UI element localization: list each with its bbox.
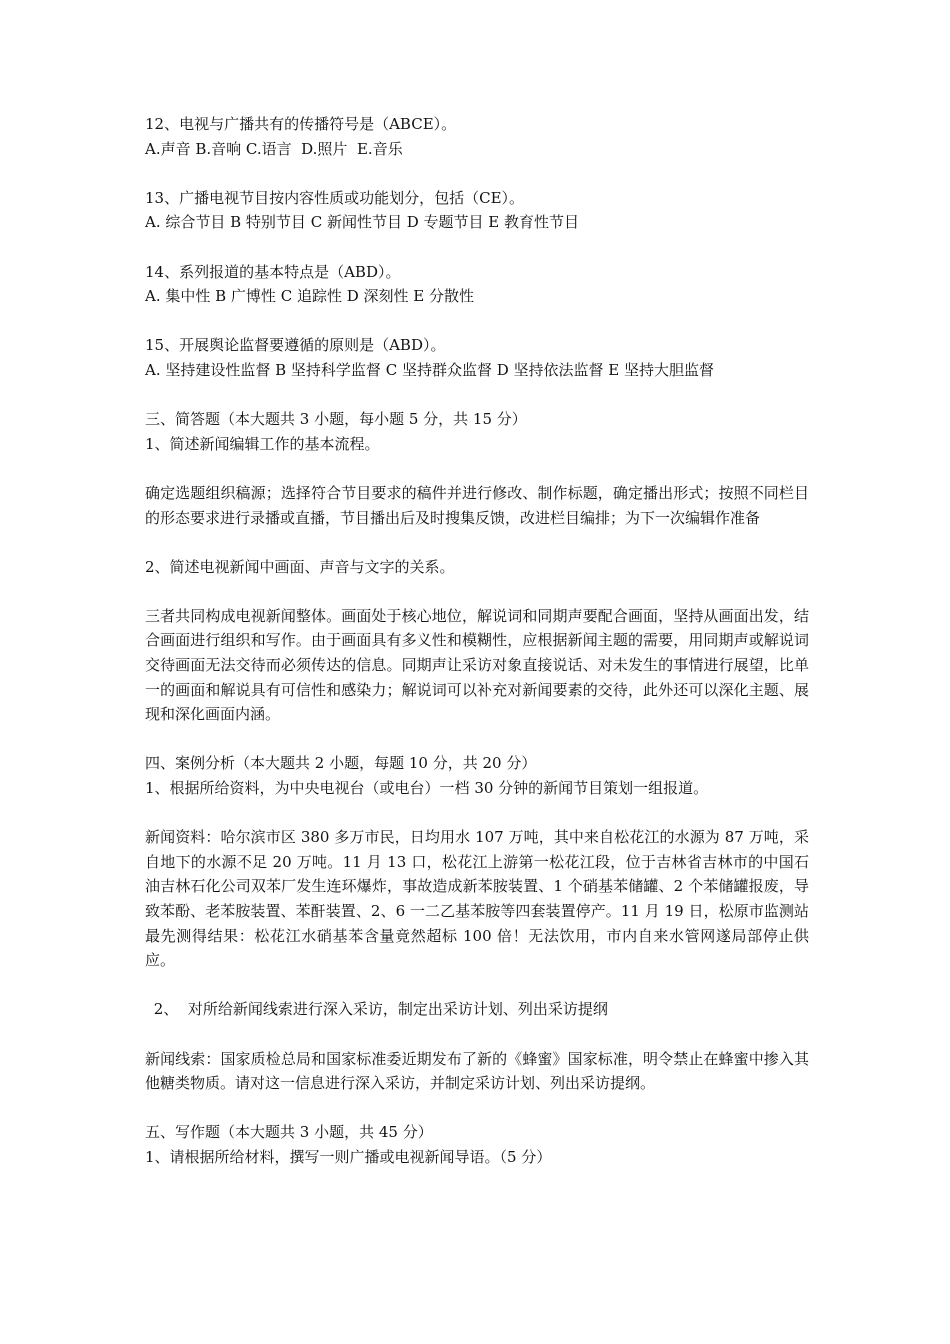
- section-3-answer-2: 三者共同构成电视新闻整体。画面处于核心地位，解说词和同期声要配合画面，坚持从画面出发，结合画面进行组织和写作。由于画面具有多义性和模糊性，应根据新闻主题的需要，用同期声或解说词交待画面无法交待而必须传达的信息。同期声让采访对象直接说话、对未发生的事情进行展望，比单一的画面和解说具有可信性和感染力；解说词可以补充对新闻要素的交待，此外还可以深化主题、展现和深化画面内涵。: [145, 606, 809, 724]
- section-4-question-1: 1、根据所给资料，为中央电视台（或电台）一档 30 分钟的新闻节目策划一组报道。: [145, 779, 709, 798]
- question-13-stem: 13、广播电视节目按内容性质或功能划分，包括（CE）。: [145, 188, 525, 207]
- spacer: [145, 579, 809, 604]
- spacer: [145, 1022, 809, 1047]
- section-4-news-clue: 新闻线索：国家质检总局和国家标准委近期发布了新的《蜂蜜》国家标准，明令禁止在蜂蜜中掺入其他糖类物质。请对这一信息进行深入采访，并制定采访计划、列出采访提纲。: [145, 1049, 809, 1093]
- section-5-question-1: 1、请根据所给材料，撰写一则广播或电视新闻导语。（5 分）: [145, 1147, 552, 1166]
- spacer: [145, 727, 809, 752]
- spacer: [145, 235, 809, 260]
- section-5-heading: 五、写作题（本大题共 3 小题，共 45 分）: [145, 1123, 433, 1142]
- section-3-answer-1: 确定选题组织稿源；选择符合节目要求的稿件并进行修改、制作标题，确定播出形式；按照不同栏目的形态要求进行录播或直播，节目播出后及时搜集反馈，改进栏目编排；为下一次编辑作准备: [145, 483, 809, 527]
- question-13-options: A. 综合节目 B 特别节目 C 新闻性节目 D 专题节目 E 教育性节目: [145, 213, 579, 232]
- document-page: [145, 112, 809, 1170]
- section-3-question-1: 1、简述新闻编辑工作的基本流程。: [145, 434, 380, 453]
- question-14-options: A. 集中性 B 广博性 C 追踪性 D 深刻性 E 分散性: [145, 287, 474, 306]
- question-15-options: A. 坚持建设性监督 B 坚持科学监督 C 坚持群众监督 D 坚持依法监督 E 坚持大胆监督: [145, 360, 714, 379]
- section-4-news-material: 新闻资料：哈尔滨市区 380 多万市民，日均用水 107 万吨，其中来自松花江的水源为 87 万吨，采自地下的水源不足 20 万吨。11 月 13 口，松花江上游第一松花江段，位于吉林省吉林市的中国石油吉林石化公司双苯厂发生连环爆炸，事故造成新苯胺装置、1 个硝基苯储罐、2 个苯储罐报废，导致苯酚、老苯胺装置、苯酐装置、2、6 一二乙基苯胺等四套装置停产。11 月 19 日，松原市监测站最先测得结果：松花江水硝基苯含量竟然超标 100 倍！无法饮用，市内自来水管网遂局部停止供应。: [145, 828, 809, 970]
- section-4-heading: 四、案例分析（本大题共 2 小题，每题 10 分，共 20 分）: [145, 754, 537, 773]
- spacer: [145, 530, 809, 555]
- spacer: [145, 309, 809, 334]
- spacer: [145, 383, 809, 408]
- spacer: [145, 161, 809, 186]
- spacer: [145, 1096, 809, 1121]
- section-3-heading: 三、简答题（本大题共 3 小题，每小题 5 分，共 15 分）: [145, 410, 527, 429]
- spacer: [145, 456, 809, 481]
- question-12-stem: 12、电视与广播共有的传播符号是（ABCE）。: [145, 115, 457, 133]
- question-14-stem: 14、系列报道的基本特点是（ABD）。: [145, 262, 401, 281]
- section-4-question-2: 2、 对所给新闻线索进行深入采访，制定出采访计划、列出采访提纲: [149, 1000, 608, 1019]
- question-15-stem: 15、开展舆论监督要遵循的原则是（ABD）。: [145, 336, 446, 355]
- spacer: [145, 801, 809, 826]
- spacer: [145, 973, 809, 998]
- section-3-question-2: 2、简述电视新闻中画面、声音与文字的关系。: [145, 557, 455, 576]
- question-12-options: A.声音 B.音响 C.语言 D.照片 E.音乐: [145, 139, 403, 158]
